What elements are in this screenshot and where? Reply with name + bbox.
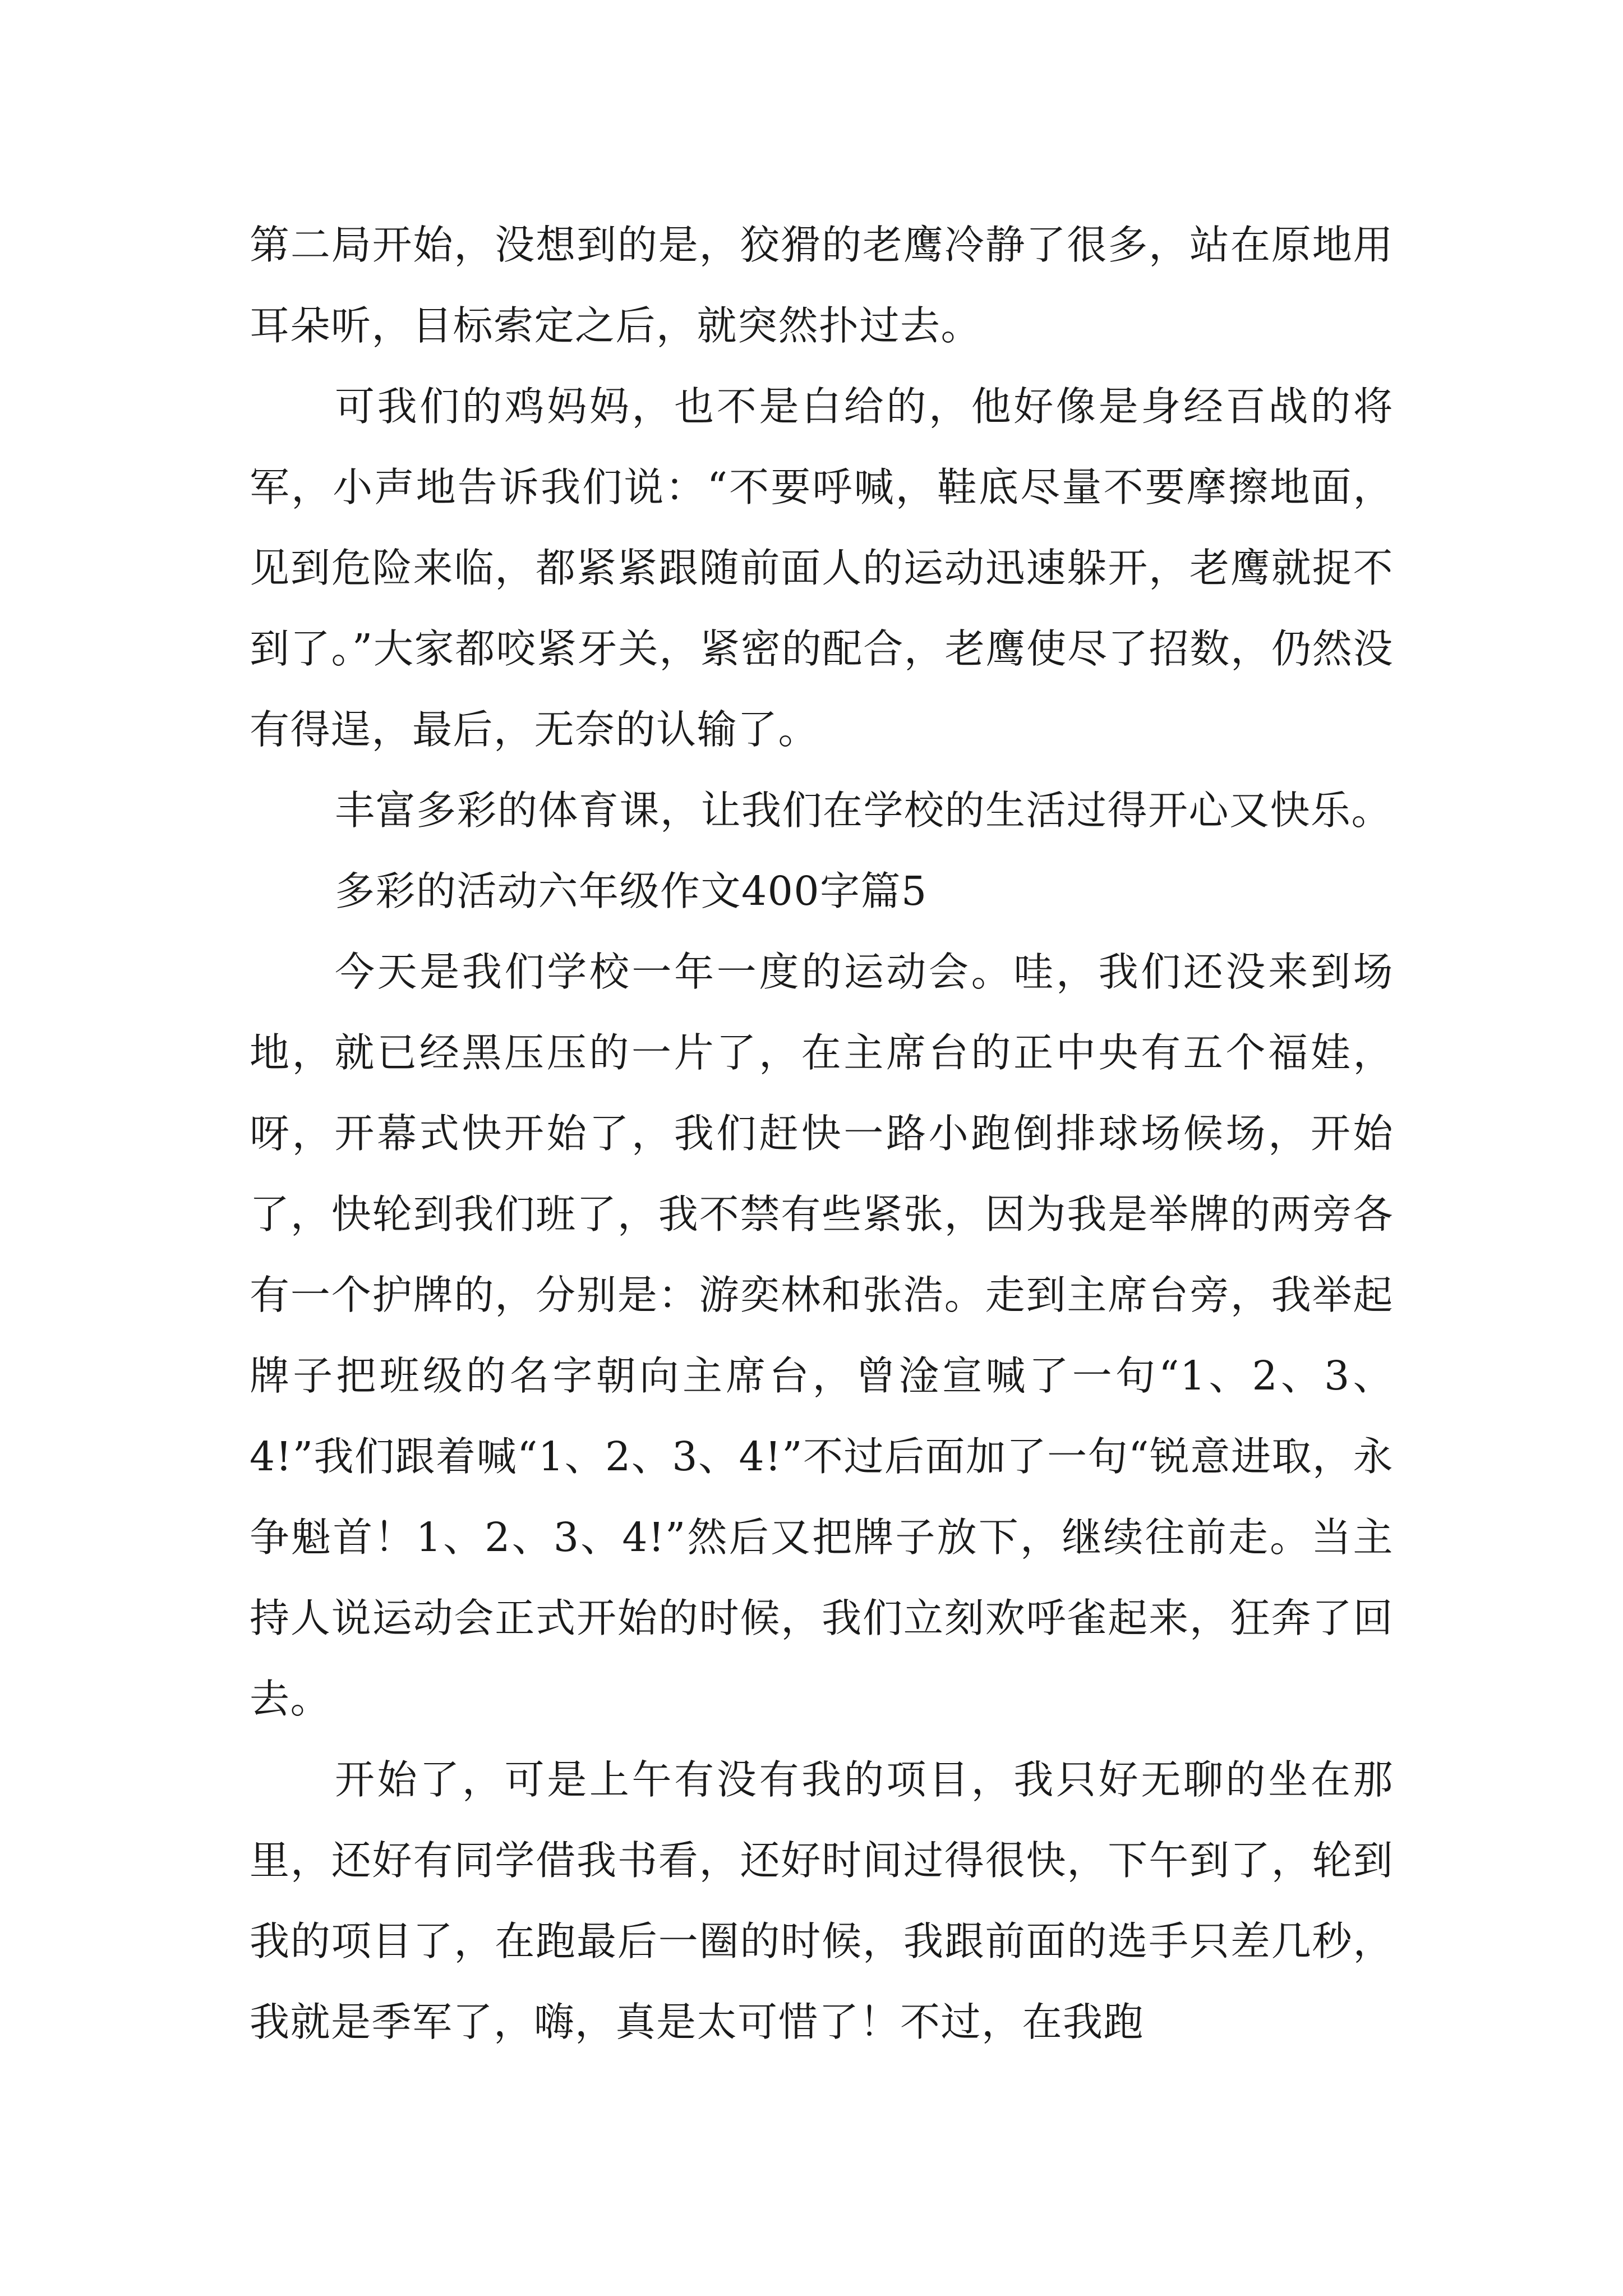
paragraph-1: 第二局开始，没想到的是，狡猾的老鹰冷静了很多，站在原地用耳朵听，目标索定之后，就突然扑过去。 <box>250 222 1394 349</box>
section-heading: 多彩的活动六年级作文400字篇5 <box>335 868 928 914</box>
document-body <box>250 205 1394 2063</box>
paragraph-6: 开始了，可是上午有没有我的项目，我只好无聊的坐在那里，还好有同学借我书看，还好时间过得很快，下午到了，轮到我的项目了，在跑最后一圈的时候，我跟前面的选手只差几秒，我就是季军了，嗨，真是太可惜了！不过，在我跑 <box>250 1756 1394 2045</box>
paragraph-3: 丰富多彩的体育课，让我们在学校的生活过得开心又快乐。 <box>335 787 1393 834</box>
paragraph-2: 可我们的鸡妈妈，也不是白给的，他好像是身经百战的将军，小声地告诉我们说：“不要呼喊，鞋底尽量不要摩擦地面，见到危险来临，都紧紧跟随前面人的运动迅速躲开，老鹰就捉不到了。”大家都咬紧牙关，紧密的配合，老鹰使尽了招数，仍然没有得逞，最后，无奈的认输了。 <box>250 383 1394 753</box>
paragraph-5: 今天是我们学校一年一度的运动会。哇，我们还没来到场地，就已经黑压压的一片了，在主席台的正中央有五个福娃，呀，开幕式快开始了，我们赶快一路小跑倒排球场候场，开始了，快轮到我们班了，我不禁有些紧张，因为我是举牌的两旁各有一个护牌的，分别是：游奕林和张浩。走到主席台旁，我举起牌子把班级的名字朝向主席台，曾淦宣喊了一句“1、2、3、4!”我们跟着喊“1、2、3、4!”不过后面加了一句“锐意进取，永争魁首！1、2、3、4!”然后又把牌子放下，继续往前走。当主持人说运动会正式开始的时候，我们立刻欢呼雀起来，狂奔了回去。 <box>250 949 1394 1722</box>
